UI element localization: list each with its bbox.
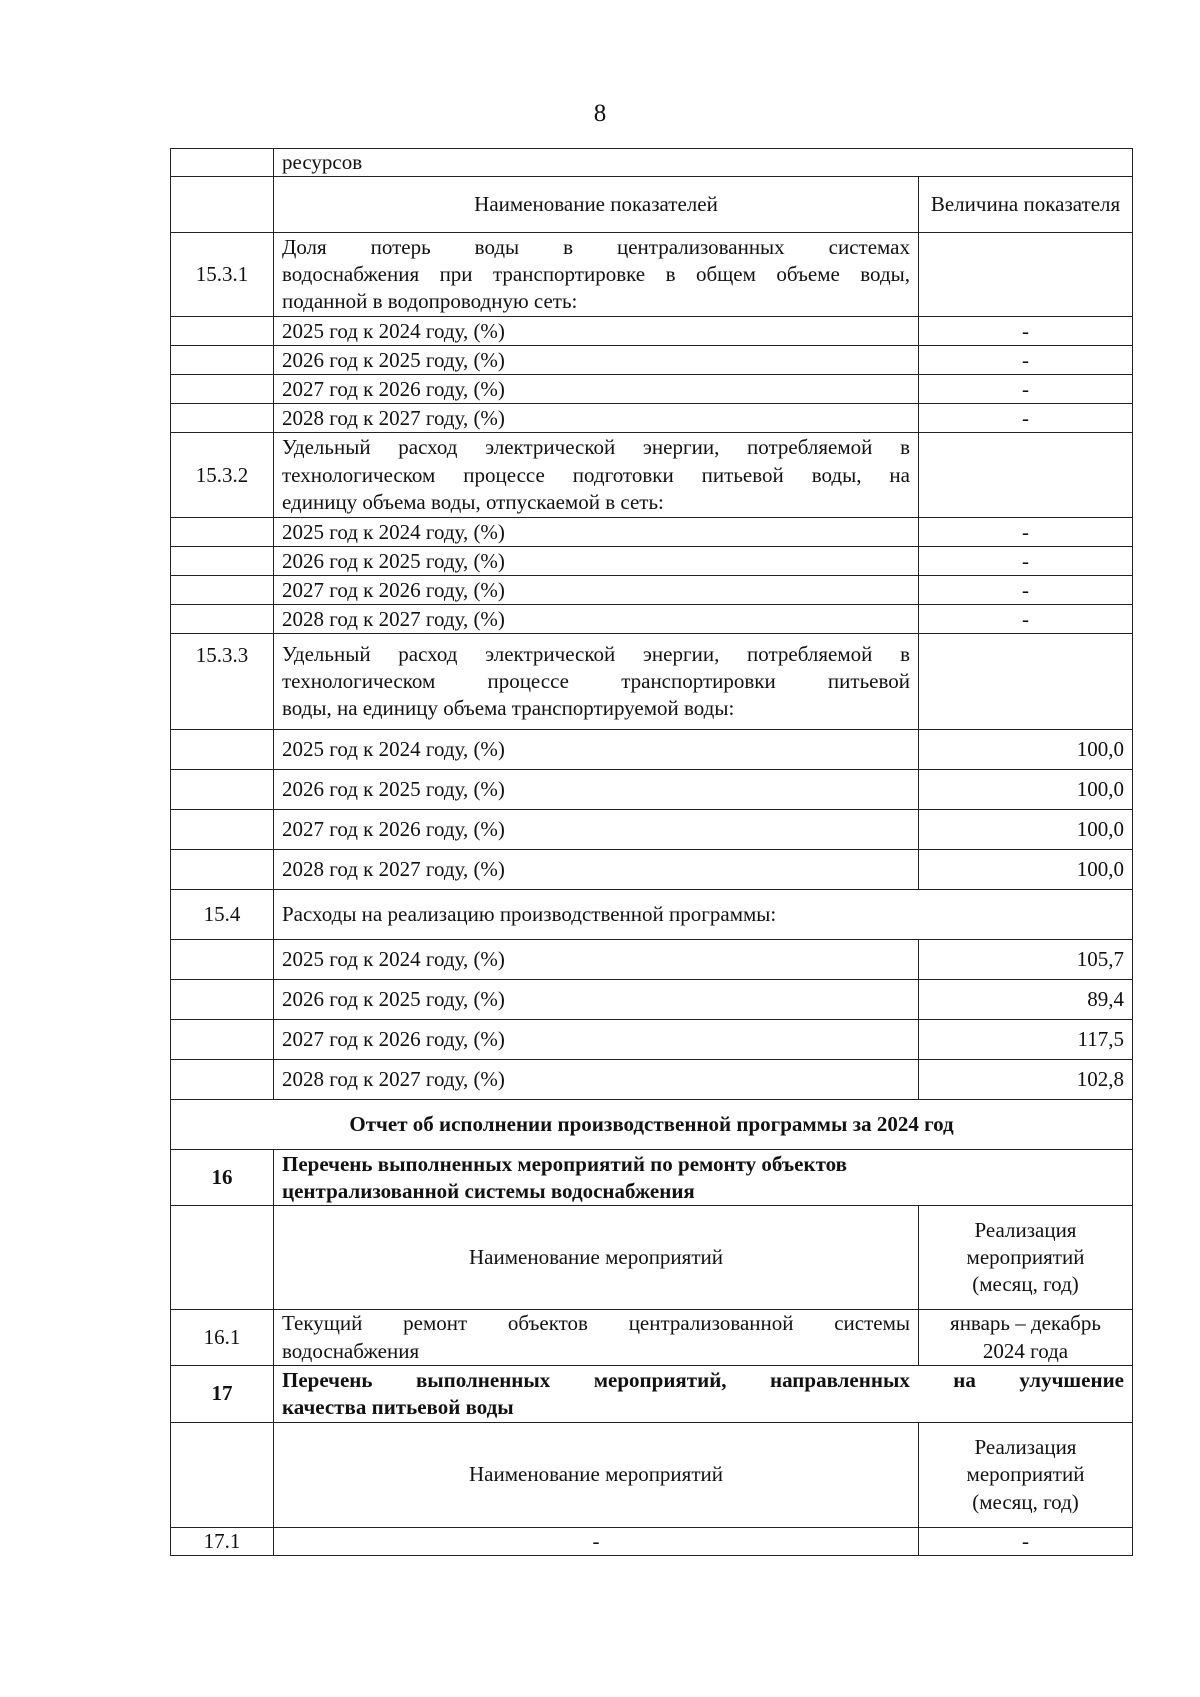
report-title: Отчет об исполнении производственной программы за 2024 год bbox=[171, 1100, 1133, 1150]
row-label: 2027 год к 2026 году, (%) bbox=[274, 375, 919, 404]
table-row bbox=[171, 1365, 1133, 1422]
row-label: 2026 год к 2025 году, (%) bbox=[274, 346, 919, 375]
table-row bbox=[171, 605, 1133, 634]
item-number: 15.4 bbox=[171, 890, 274, 940]
table-row bbox=[171, 576, 1133, 605]
row-value: 117,5 bbox=[919, 1020, 1133, 1060]
item-number: 15.3.1 bbox=[171, 233, 274, 317]
item-title: - bbox=[274, 1527, 919, 1555]
item-period: - bbox=[919, 1527, 1133, 1555]
table-row bbox=[171, 547, 1133, 576]
table-header-row bbox=[171, 177, 1133, 233]
row-label: 2028 год к 2027 году, (%) bbox=[274, 850, 919, 890]
section-number: 17 bbox=[171, 1365, 274, 1422]
activities-name-header: Наименование мероприятий bbox=[274, 1422, 919, 1527]
item-title: Текущий ремонт объектов централизованной системы водоснабжения bbox=[274, 1310, 919, 1366]
row-value: 102,8 bbox=[919, 1060, 1133, 1100]
table-header-row bbox=[171, 1422, 1133, 1527]
row-label: 2025 год к 2024 году, (%) bbox=[274, 317, 919, 346]
item-period: январь – декабрь 2024 года bbox=[919, 1310, 1133, 1366]
row-label: 2027 год к 2026 году, (%) bbox=[274, 576, 919, 605]
table-row bbox=[171, 1527, 1133, 1555]
row-label: 2027 год к 2026 году, (%) bbox=[274, 810, 919, 850]
item-number: 17.1 bbox=[171, 1527, 274, 1555]
row-value: - bbox=[919, 317, 1133, 346]
indicators-value-header: Величина показателя bbox=[919, 177, 1133, 233]
item-title: Удельный расход электрической энергии, потребляемой в технологическом процессе транспортировки питьевой воды, на единицу объема транспортируемой воды: bbox=[274, 634, 919, 730]
row-value: - bbox=[919, 547, 1133, 576]
row-value: 100,0 bbox=[919, 810, 1133, 850]
row-value: - bbox=[919, 576, 1133, 605]
row-value: - bbox=[919, 375, 1133, 404]
item-number: 15.3.2 bbox=[171, 433, 274, 518]
table-row bbox=[171, 890, 1133, 940]
row-label: 2028 год к 2027 году, (%) bbox=[274, 404, 919, 433]
table-row bbox=[171, 149, 1133, 177]
row-label: 2025 год к 2024 году, (%) bbox=[274, 730, 919, 770]
activities-value-header: Реализация мероприятий (месяц, год) bbox=[919, 1422, 1133, 1527]
row-label: 2025 год к 2024 году, (%) bbox=[274, 518, 919, 547]
row-label: 2026 год к 2025 году, (%) bbox=[274, 770, 919, 810]
table-row bbox=[171, 233, 1133, 317]
activities-value-header: Реализация мероприятий (месяц, год) bbox=[919, 1206, 1133, 1310]
activities-name-header: Наименование мероприятий bbox=[274, 1206, 919, 1310]
section-number: 16 bbox=[171, 1150, 274, 1206]
row-value: - bbox=[919, 605, 1133, 634]
indicators-table bbox=[170, 148, 1133, 1556]
page-number: 8 bbox=[593, 100, 607, 127]
table-row bbox=[171, 518, 1133, 547]
row-label: 2028 год к 2027 году, (%) bbox=[274, 605, 919, 634]
table-row bbox=[171, 730, 1133, 770]
item-title: Расходы на реализацию производственной программы: bbox=[274, 890, 1133, 940]
row-value: 100,0 bbox=[919, 730, 1133, 770]
table-row bbox=[171, 1020, 1133, 1060]
table-header-row bbox=[171, 1206, 1133, 1310]
table-row bbox=[171, 1310, 1133, 1366]
row-value: 105,7 bbox=[919, 940, 1133, 980]
row-label: 2026 год к 2025 году, (%) bbox=[274, 547, 919, 576]
row-label: 2025 год к 2024 году, (%) bbox=[274, 940, 919, 980]
table-row bbox=[171, 317, 1133, 346]
section-title: Перечень выполненных мероприятий по ремонту объектов централизованной системы водоснабжения bbox=[274, 1150, 1133, 1206]
table-row bbox=[171, 404, 1133, 433]
indicators-name-header: Наименование показателей bbox=[274, 177, 919, 233]
table-row bbox=[171, 375, 1133, 404]
table-row bbox=[171, 1060, 1133, 1100]
row-label: 2027 год к 2026 году, (%) bbox=[274, 1020, 919, 1060]
row-value: 100,0 bbox=[919, 850, 1133, 890]
row-value: - bbox=[919, 404, 1133, 433]
row-value: 89,4 bbox=[919, 980, 1133, 1020]
row-label: 2026 год к 2025 году, (%) bbox=[274, 980, 919, 1020]
table-row bbox=[171, 770, 1133, 810]
table-row bbox=[171, 433, 1133, 518]
row-label: 2028 год к 2027 году, (%) bbox=[274, 1060, 919, 1100]
table-row bbox=[171, 634, 1133, 730]
table-row bbox=[171, 940, 1133, 980]
continuation-text: ресурсов bbox=[274, 149, 1133, 177]
table-row bbox=[171, 346, 1133, 375]
number-cell bbox=[171, 149, 274, 177]
table-row bbox=[171, 980, 1133, 1020]
row-value: 100,0 bbox=[919, 770, 1133, 810]
item-number: 16.1 bbox=[171, 1310, 274, 1366]
row-value: - bbox=[919, 346, 1133, 375]
table-row bbox=[171, 810, 1133, 850]
table-row bbox=[171, 1150, 1133, 1206]
row-value: - bbox=[919, 518, 1133, 547]
table-row bbox=[171, 850, 1133, 890]
table-row bbox=[171, 1100, 1133, 1150]
item-number: 15.3.3 bbox=[171, 634, 274, 730]
item-title: Доля потерь воды в централизованных системах водоснабжения при транспортировке в общем объеме воды, поданной в водопроводную сеть: bbox=[274, 233, 919, 317]
item-title: Удельный расход электрической энергии, потребляемой в технологическом процессе подготовки питьевой воды, на единицу объема воды, отпускаемой в сеть: bbox=[274, 433, 919, 518]
section-title: Перечень выполненных мероприятий, направленных на улучшение качества питьевой воды bbox=[274, 1365, 1133, 1422]
